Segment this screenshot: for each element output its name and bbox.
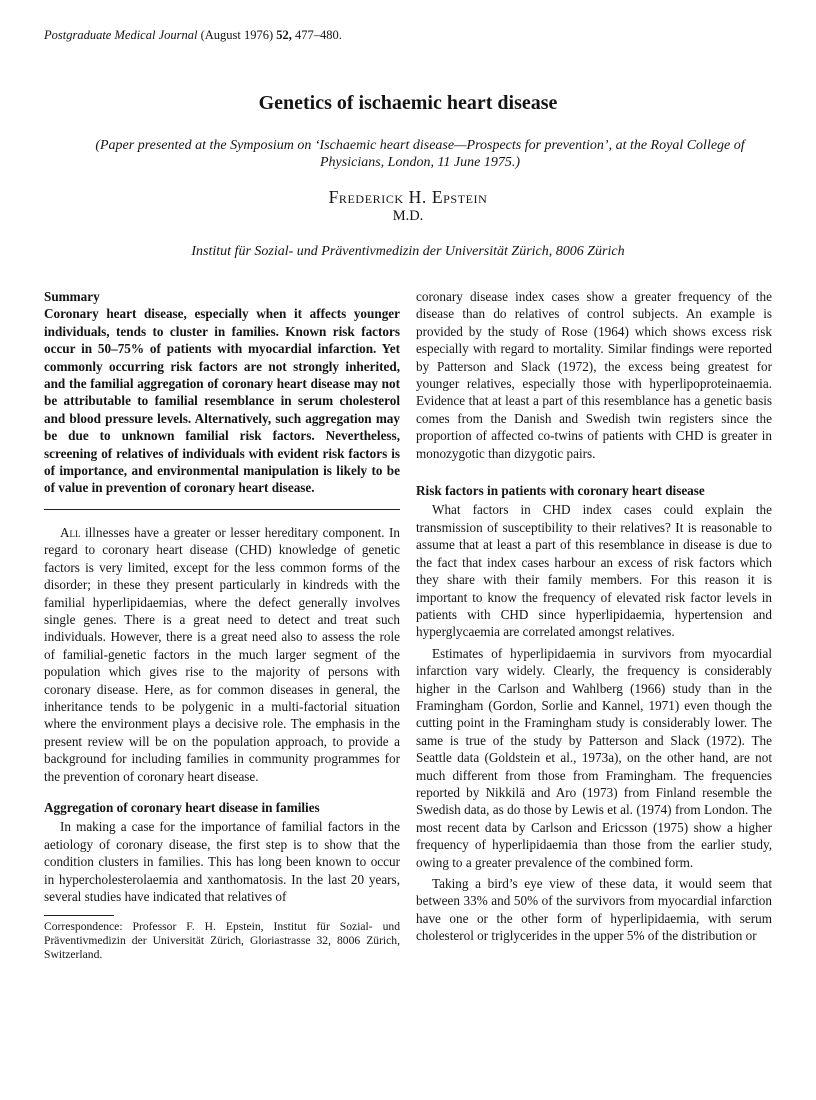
affiliation: Institut für Sozial- und Präventivmedizin der Universität Zürich, 8006 Zürich [191,244,625,259]
summary-text: Coronary heart disease, especially when it affects younger individuals, tends to cluster in families. Known risk factors occur in 50–75% of patients with myocardial infarction. Yet commonly occurring risk factors are not strongly inherited, and the familial aggregation of coronary heart disease may not be attributable to familial resemblance in serum cholesterol and blood pressure levels. Alternatively, such aggregation may be due to unknown familial risk factors. Nevertheless, screening of relatives of individuals with evident risk factors is of importance, and environmental manipulation is likely to be of value in prevention of coronary heart disease. [44,306,400,496]
risk-factors-paragraph-1: What factors in CHD index cases could explain the transmission of susceptibility to their relatives? It is reasonable to assume that at least a part of this resemblance in disease is due to the fact that index cases harbour an excess of risk factors which they share with their family members. For this reason it is important to know the frequency of elevated risk factor levels in patients with CHD since hyperlipidaemia, hypertension and hyperglycaemia are correlated amongst relatives. [416,502,772,640]
right-column [416,288,772,945]
volume: 52, [276,28,292,42]
presentation-note: (Paper presented at the Symposium on ‘Ischaemic heart disease—Prospects for prevention’, at the Royal College of Physicians, London, 11 June 1975.) [95,138,745,170]
aggregation-paragraph: In making a case for the importance of familial factors in the aetiology of coronary disease, the first step is to show that the condition clusters in families. This has long been known to occur in hypercholesterolaemia and xanthomatosis. In the last 20 years, several studies have indicated that relatives of [44,819,400,904]
risk-factors-paragraph-2: Estimates of hyperlipidaemia in survivors from myocardial infarction vary widely. Clearly, the frequency is considerably higher in the Carlson and Wahlberg (1966) study than in the Framingham (Gordon, Sorlie and Kannel, 1971) even though the cutting point in the Framingham study is considerably lower. The same is true of the study by Patterson and Slack (1972). The Seattle data (Goldstein et al., 1973a), on the other hand, are not much different from those from Framingham. The frequencies reported by Nikkilä and Aro (1973) from Finland resemble the Swedish data, as do those by Lewis et al. (1974) from London. The most recent data by Carlson and Ericsson (1975) show a higher frequency of hyperlipidaemia than those from the earlier study, owing to a greater prevalence of the combined form. [416,645,772,870]
journal-name: Postgraduate Medical Journal [44,28,198,42]
risk-factors-paragraph-3: Taking a bird’s eye view of these data, it would seem that between 33% and 50% of the survivors from myocardial infarction have one or the other form of hyperlipidaemia, with serum cholesterol or triglycerides in the upper 5% of the distribution or [416,876,772,944]
summary-heading: Summary [44,289,100,304]
section-heading-aggregation: Aggregation of coronary heart disease in families [44,799,320,815]
footnote-divider [44,915,114,916]
summary-divider [44,509,400,510]
section-heading-risk-factors: Risk factors in patients with coronary heart disease [416,483,705,499]
issue-date: (August 1976) [200,28,274,42]
author-degree: M.D. [392,208,424,224]
author-name: Frederick H. Epstein [328,187,488,207]
aggregation-paragraph-continued: coronary disease index cases show a greater frequency of the disease than do relatives of control subjects. An example is provided by the study of Rose (1964) which shows excess risk especially with regard to mortality. Similar findings were reported by Patterson and Slack (1972), the excess being greatest for younger relatives, especially those with hyperlipoproteinaemia. Evidence that at least a part of this resemblance has a genetic basis comes from the Danish and Swedish twin registers since the proportion of affected co-twins of patients with CHD is greater in monozygotic than dizygotic pairs. [416,289,772,461]
correspondence-footnote: Correspondence: Professor F. H. Epstein, Institut für Sozial- und Präventivmedizin der Universität Zürich, Gloriastrasse 32, 8006 Zürich, Switzerland. [44,920,400,962]
intro-paragraph [44,524,400,785]
article-title: Genetics of ischaemic heart disease [258,92,558,114]
intro-text: illnesses have a greater or lesser hereditary component. In regard to coronary heart disease (CHD) knowledge of genetic factors is very limited, except for the less common forms of the disorder; in these they present particularly in kindreds with the familial hyperlipidaemias, where the defect generally involves single genes. There is a great need to detect and treat such individuals. However, there is a great need also to assess the role of familial-genetic factors in the much larger segment of the population which gives rise to the majority of persons with coronary disease. Here, as for common diseases in general, the inheritance tends to be polygenic in a multi-factorial situation where the environment plays a decisive role. The emphasis in the present review will be on the population approach, to provide a background for including families in community programmes for the prevention of coronary heart disease. [44,524,400,784]
intro-first-word: All [60,524,81,540]
page-range: 477–480. [295,28,342,42]
left-column [44,288,400,962]
running-head [44,28,342,43]
